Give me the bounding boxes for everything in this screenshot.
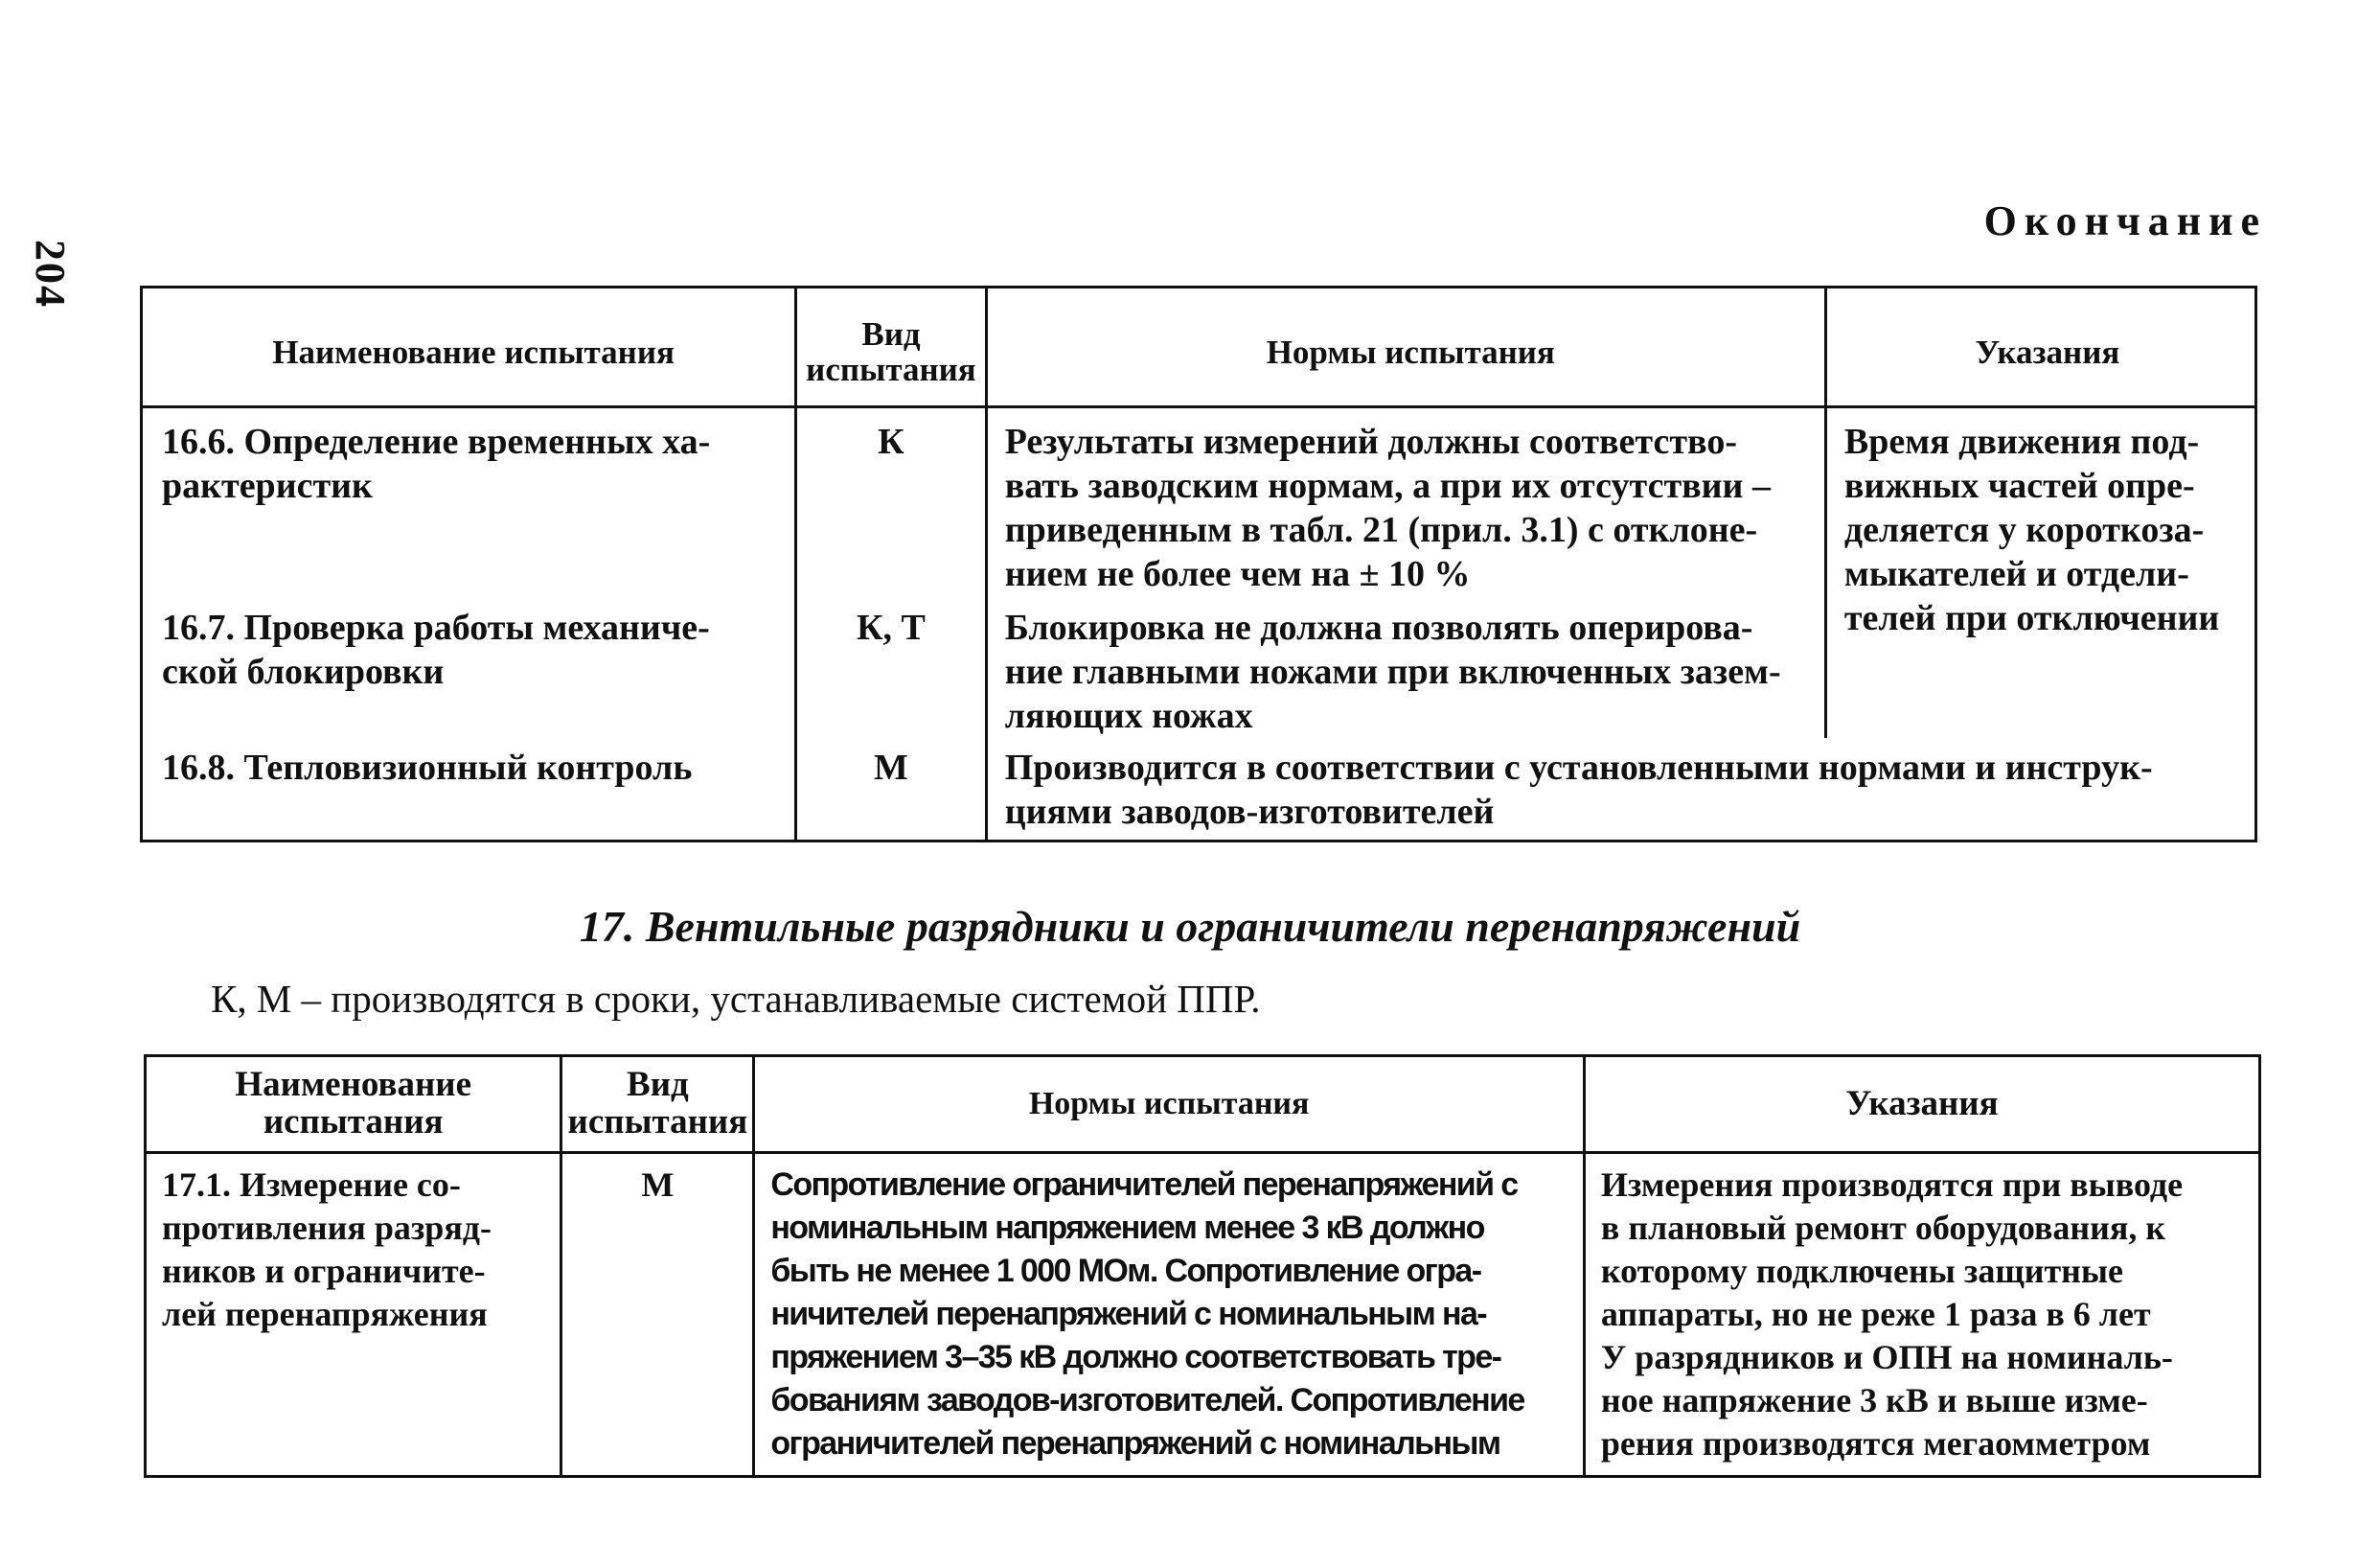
header-test-type: Вид испытания xyxy=(561,1056,754,1153)
header-test-type: Вид испытания xyxy=(796,288,987,407)
header-notes: Указания xyxy=(1584,1056,2259,1153)
header-test-name: Наименование испытания xyxy=(142,288,796,407)
section-title: 17. Вентильные разрядники и ограничители перенапряжений xyxy=(579,902,1801,951)
notes-cell: Время движения под- вижных частей опре- деляется у короткоза- мыкателей и отдели- телей при отключении xyxy=(1825,407,2255,739)
header-test-norms: Нормы испытания xyxy=(986,288,1825,407)
test-name-cell: 16.6. Определение временных ха- рактеристик xyxy=(142,407,796,597)
header-notes: Указания xyxy=(1825,288,2255,407)
test-norms-cell: Сопротивление ограничителей перенапряжений с номинальным напряжением менее 3 кВ должно быть не менее 1 000 МОм. Сопротивление огра- ничителей перенапряжений с номинальным на- пряжением 3–35 кВ должно соответствовать тре- бованиям заводов-изготовителей. Сопротивление ограничителей перенапряжений с номинальным xyxy=(754,1153,1585,1477)
table-row xyxy=(146,1153,2260,1477)
test-norms-cell: Производится в соответствии с установленными нормами и инструк- циями заводов-изготовителей xyxy=(986,738,2255,842)
header-test-norms: Нормы испытания xyxy=(754,1056,1585,1153)
test-norms-cell: Результаты измерений должны соответство- вать заводским нормам, а при их отсутствии – приведенным в табл. 21 (прил. 3.1) с отклоне- нием не более чем на ± 10 % xyxy=(986,407,1825,597)
notes-cell: Измерения производятся при выводе в плановый ремонт оборудования, к которому подключены защитные аппараты, но не реже 1 раза в 6 лет У разрядников и ОПН на номиналь- ное напряжение 3 кВ и выше изме- рения производятся мегаомметром xyxy=(1584,1153,2259,1477)
test-type-cell: М xyxy=(796,738,987,842)
test-name-cell: 16.7. Проверка работы механиче- ской блокировки xyxy=(142,596,796,738)
test-name-cell: 16.8. Тепловизионный контроль xyxy=(142,738,796,842)
page-number: 204 xyxy=(27,240,74,309)
header-test-name: Наименование испытания xyxy=(146,1056,561,1153)
table-header-row xyxy=(146,1056,2260,1153)
table-header-row xyxy=(142,288,2256,407)
table-continuation-section-16 xyxy=(140,286,2257,842)
test-type-cell: М xyxy=(561,1153,754,1477)
table-row xyxy=(142,407,2256,597)
table-row xyxy=(142,738,2256,842)
test-type-cell: К, Т xyxy=(796,596,987,738)
table-section-17 xyxy=(144,1054,2261,1478)
section-intro: К, М – производятся в сроки, устанавливаемые системой ППР. xyxy=(211,977,1261,1021)
test-name-cell: 17.1. Измерение со- противления разряд- ников и ограничите- лей перенапряжения xyxy=(146,1153,561,1477)
test-norms-cell: Блокировка не должна позволять оперирова- ние главными ножами при включенных зазем- ляющих ножах xyxy=(986,596,1825,738)
test-type-cell: К xyxy=(796,407,987,597)
continuation-label: Окончание xyxy=(1983,197,2267,244)
